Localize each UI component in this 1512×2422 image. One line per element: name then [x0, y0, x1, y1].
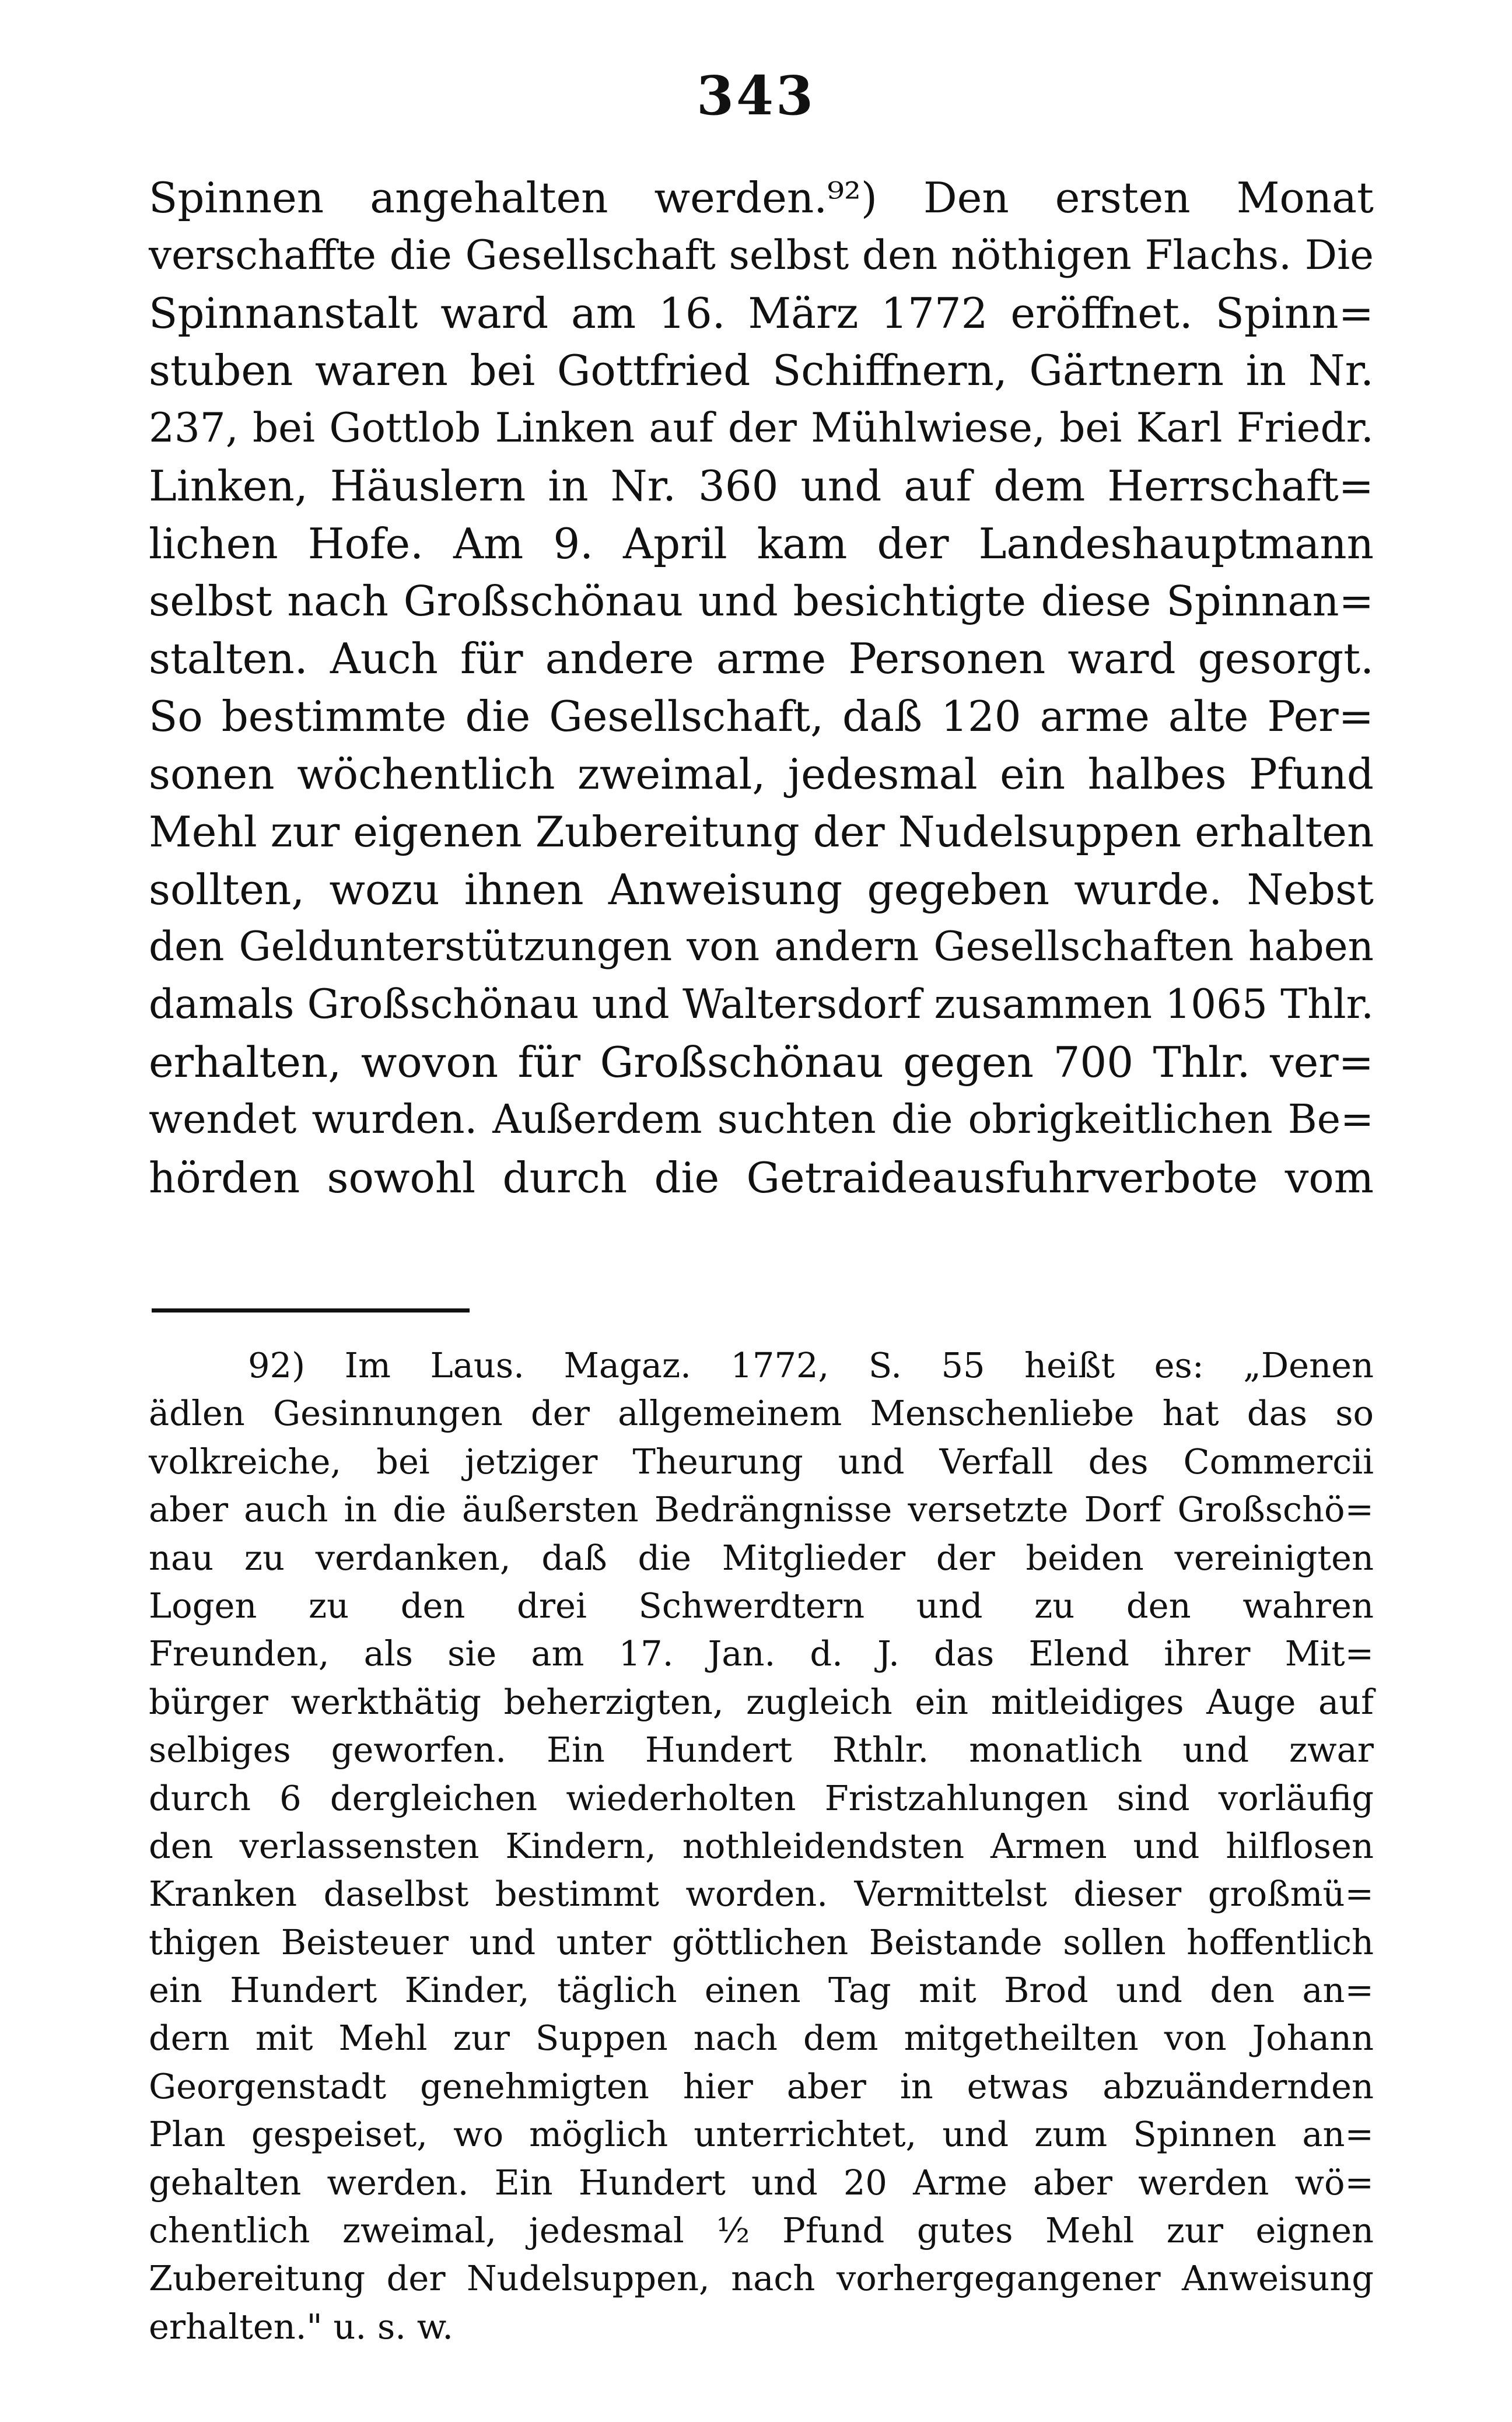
footnote-line: chentlich zweimal, jedesmal ½ Pfund gutes Mehl zur eignen: [149, 2210, 1374, 2251]
footnote-line: Logen zu den drei Schwerdtern und zu den wahren: [149, 1585, 1374, 1626]
footnote-line: thigen Beisteuer und unter göttlichen Beistande sollen hoffentlich: [149, 1922, 1374, 1962]
footnote-line: Zubereitung der Nudelsuppen, nach vorhergegangener Anweisung: [149, 2258, 1374, 2299]
footnote-line: Kranken daselbst bestimmt worden. Vermittelst dieser großmü=: [149, 1874, 1374, 1915]
main-text: [149, 169, 1374, 1206]
main-text-line: stuben waren bei Gottfried Schiffnern, Gärtnern in Nr.: [149, 346, 1374, 396]
footnote-separator: [152, 1308, 470, 1312]
footnote-line: Freunden, als sie am 17. Jan. d. J. das Elend ihrer Mit=: [149, 1633, 1374, 1674]
footnote-line: ein Hundert Kinder, täglich einen Tag mit Brod und den an=: [149, 1970, 1374, 2011]
footnote-line: den verlassensten Kindern, nothleidendsten Armen und hilflosen: [149, 1825, 1374, 1866]
main-text-line: selbst nach Großschönau und besichtigte diese Spinnan=: [149, 576, 1374, 625]
main-text-line: Mehl zur eigenen Zubereitung der Nudelsuppen erhalten: [149, 807, 1374, 856]
footnote-line: bürger werkthätig beherzigten, zugleich ein mitleidiges Auge auf: [149, 1681, 1374, 1722]
main-text-line: 237, bei Gottlob Linken auf der Mühlwiese, bei Karl Friedr.: [149, 405, 1374, 452]
footnote-line: gehalten werden. Ein Hundert und 20 Arme aber werden wö=: [149, 2162, 1374, 2203]
main-text-line: Linken, Häuslern in Nr. 360 und auf dem Herrschaft=: [149, 461, 1374, 510]
footnote-line: erhalten." u. s. w.: [149, 2306, 453, 2347]
main-text-line: sonen wöchentlich zweimal, jedesmal ein halbes Pfund: [149, 749, 1374, 799]
footnote-line: volkreiche, bei jetziger Theurung und Verfall des Commercii: [149, 1441, 1374, 1482]
main-text-line: Spinnanstalt ward am 16. März 1772 eröffnet. Spinn=: [149, 288, 1374, 338]
main-text-line: So bestimmte die Gesellschaft, daß 120 arme alte Per=: [149, 692, 1374, 741]
main-text-line: wendet wurden. Außerdem suchten die obrigkeitlichen Be=: [149, 1096, 1374, 1143]
main-text-line: Spinnen angehalten werden.⁹²) Den ersten Monat: [149, 173, 1374, 222]
footnote-line: Georgenstadt genehmigten hier aber in etwas abzuändernden: [149, 2066, 1374, 2106]
main-text-line: hörden sowohl durch die Getraideausfuhrverbote vom: [149, 1153, 1374, 1202]
footnote-line: selbiges geworfen. Ein Hundert Rthlr. monatlich und zwar: [149, 1730, 1374, 1770]
main-text-line: sollten, wozu ihnen Anweisung gegeben wurde. Nebst: [149, 864, 1374, 914]
footnote-line: dern mit Mehl zur Suppen nach dem mitgetheilten von Johann: [149, 2018, 1374, 2059]
footnote-line: Plan gespeiset, wo möglich unterrichtet, und zum Spinnen an=: [149, 2114, 1374, 2155]
main-text-line: den Geldunterstützungen von andern Gesellschaften haben: [149, 923, 1374, 971]
footnote-line: ädlen Gesinnungen der allgemeinem Menschenliebe hat das so: [149, 1393, 1374, 1434]
footnote-line: durch 6 dergleichen wiederholten Fristzahlungen sind vorläufig: [149, 1777, 1374, 1818]
main-text-line: erhalten, wovon für Großschönau gegen 700 Thlr. ver=: [149, 1037, 1374, 1087]
main-text-line: stalten. Auch für andere arme Personen ward gesorgt.: [149, 634, 1374, 684]
footnote-line: nau zu verdanken, daß die Mitglieder der beiden vereinigten: [149, 1537, 1374, 1578]
page-number: 343: [696, 64, 816, 127]
main-text-line: lichen Hofe. Am 9. April kam der Landeshauptmann: [149, 519, 1374, 568]
footnote-line: 92) Im Laus. Magaz. 1772, S. 55 heißt es: „Denen: [248, 1345, 1374, 1385]
footnote: [149, 1342, 1374, 2351]
footnote-line: aber auch in die äußersten Bedrängnisse versetzte Dorf Großschö=: [149, 1489, 1374, 1530]
main-text-line: verschaffte die Gesellschaft selbst den nöthigen Flachs. Die: [149, 232, 1374, 279]
main-text-line: damals Großschönau und Waltersdorf zusammen 1065 Thlr.: [149, 981, 1374, 1028]
